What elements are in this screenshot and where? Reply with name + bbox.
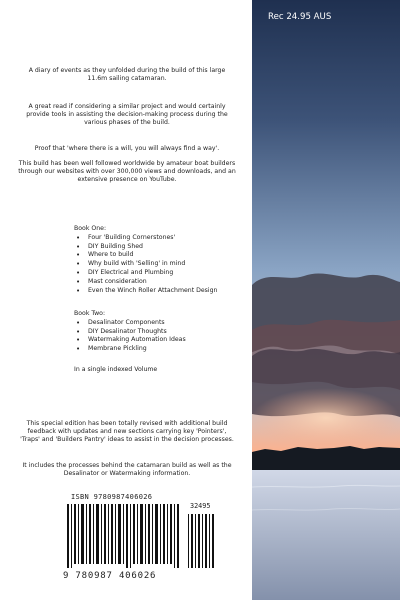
quote-paragraph: Proof that 'where there is a will, you will always find a way'.: [34, 145, 220, 152]
book-two-title: Book Two:: [74, 310, 106, 317]
book-two-item: • Membrane Pickling: [84, 345, 249, 354]
includes-paragraph: It includes the processes behind the catamaran build as well as the Desalinator or Watermaking information.: [22, 462, 232, 478]
book-one-item: • DIY Building Shed: [84, 243, 249, 252]
book-two-item: • Desalinator Components: [84, 319, 249, 328]
isbn-label: ISBN 9780987406026: [71, 493, 153, 501]
book-one-item: • Even the Winch Roller Attachment Design: [84, 287, 249, 296]
book-two-list: [74, 319, 249, 354]
sunset-photo: [252, 0, 400, 600]
barcode-icon: [67, 504, 217, 570]
barcode-digits: 9 780987 406026: [63, 571, 157, 581]
price-text: Rec 24.95 AUS: [268, 12, 332, 22]
book-one-item: • Why build with 'Selling' in mind: [84, 260, 249, 269]
book-two-item: • Watermaking Automation Ideas: [84, 336, 249, 345]
special-edition-paragraph: This special edition has been totally revised with additional build feedback with updates and new sections carrying key 'Pointers', 'Traps' and 'Builders Pantry' ideas to assist in the decision processes.: [20, 420, 234, 444]
summary-paragraph: A great read if considering a similar project and would certainly provide tools in assisting the decision-making process during the various phases of the build.: [26, 103, 228, 127]
indexed-volume-note: In a single indexed Volume: [74, 366, 158, 373]
book-one-item: • Four 'Building Cornerstones': [84, 234, 249, 243]
book-one-title: Book One:: [74, 225, 107, 232]
book-one-item: • Where to build: [84, 251, 249, 260]
book-two-section: [74, 310, 249, 354]
following-paragraph: This build has been well followed worldwide by amateur boat builders through our websites with over 300,000 views and downloads, and an extensive presence on YouTube.: [18, 160, 236, 184]
book-one-item: • Mast consideration: [84, 278, 249, 287]
intro-paragraph: A diary of events as they unfolded during the build of this large 11.6m sailing catamaran.: [28, 67, 226, 83]
book-one-section: [74, 225, 249, 295]
book-two-item: • DIY Desalinator Thoughts: [84, 328, 249, 337]
sunset-photo-art: [252, 0, 400, 600]
barcode-addon-number: 32495: [190, 502, 211, 510]
book-one-item: • DIY Electrical and Plumbing: [84, 269, 249, 278]
barcode-block: [57, 486, 221, 588]
book-one-list: [74, 234, 249, 296]
